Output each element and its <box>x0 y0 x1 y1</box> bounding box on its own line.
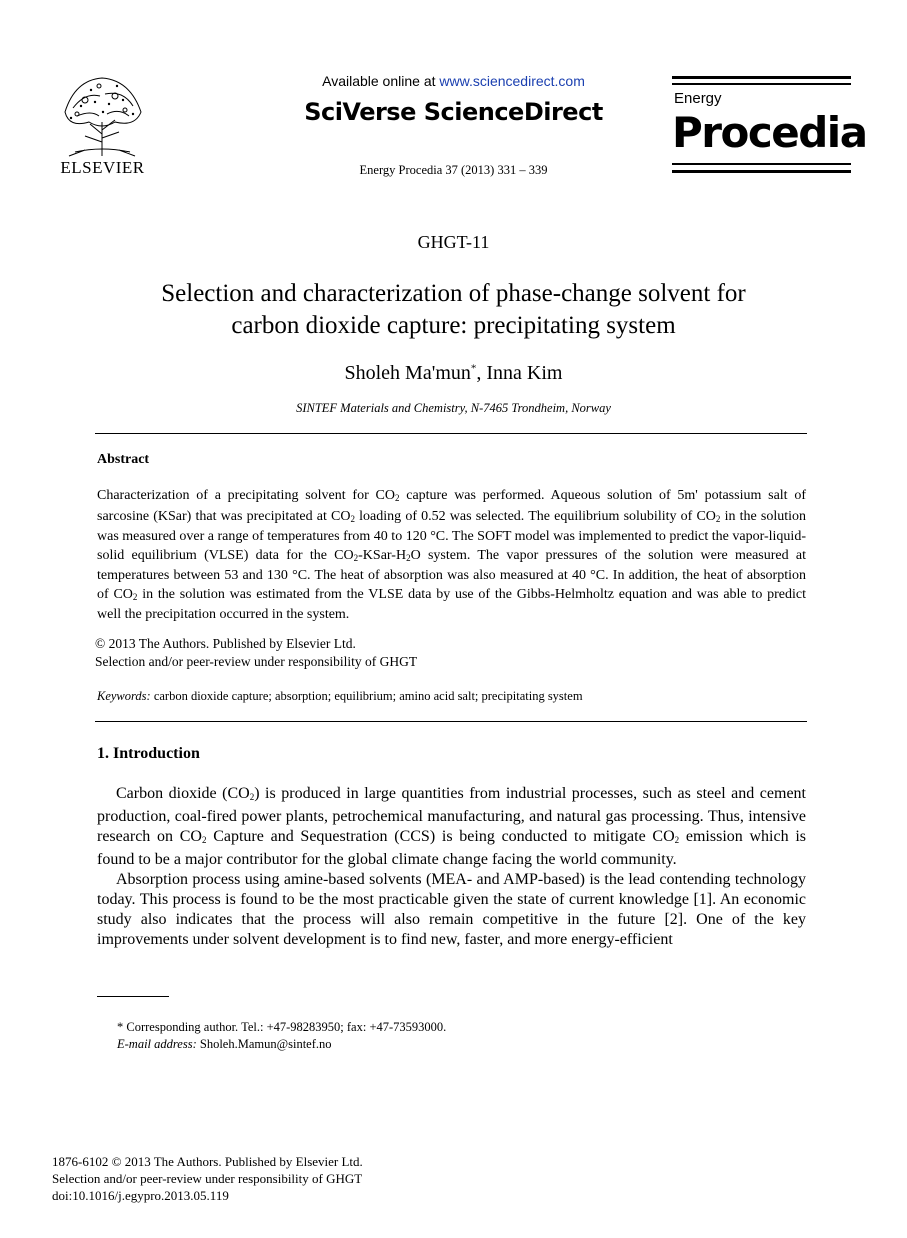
subscript-2: 2 <box>394 493 400 503</box>
abstract-segment: in the solution was measured over a range of temperatures from 40 to 120 °C. The SOFT model was implemented to predict the vapor-liquid-solid equilibrium (VLSE) data for the CO <box>97 508 806 563</box>
subscript-2: 2 <box>201 835 207 845</box>
corresponding-author-note: * Corresponding author. Tel.: +47-98283950; fax: +47-73593000. <box>117 1020 447 1034</box>
abstract-top-rule <box>95 433 807 434</box>
footnote-rule <box>97 996 169 997</box>
text-segment: Capture and Sequestration (CCS) is being conducted to mitigate CO <box>206 828 675 845</box>
author-2: , Inna Kim <box>476 362 563 384</box>
abstract-segment: -KSar-H <box>358 547 407 563</box>
subscript-2: 2 <box>353 552 359 563</box>
abstract-segment: Characterization of a precipitating solvent for CO <box>97 488 395 503</box>
introduction-heading: 1. Introduction <box>97 745 200 762</box>
peer-review-line: Selection and/or peer-review under responsibility of GHGT <box>95 654 418 669</box>
logo-top-rule-thin <box>672 83 851 85</box>
bottom-peer-review-line: Selection and/or peer-review under responsibility of GHGT <box>52 1171 363 1186</box>
sciverse-sciencedirect-brand: SciVerse ScienceDirect <box>304 98 603 126</box>
abstract-segment: O system. The vapor pressures of the solution were measured at temperatures between 53 and 130 °C. The heat of absorption was also measured at 40 °C. In addition, the heat of absorption of CO <box>97 547 806 602</box>
available-online-label: Available online at <box>322 73 440 89</box>
subscript-2: 2 <box>350 513 356 524</box>
elsevier-wordmark: ELSEVIER <box>60 158 145 177</box>
paper-title-line-2: carbon dioxide capture: precipitating system <box>231 312 676 339</box>
subscript-2: 2 <box>715 513 721 524</box>
text-segment: ) is produced in large quantities from industrial processes, such as steel and cement production, coal-fired power plants, petrochemical manufacturing, and natural gas processing. Thus, intensive research on CO <box>97 785 807 845</box>
abstract-segment: loading of 0.52 was selected. The equilibrium solubility of CO <box>355 508 716 524</box>
logo-energy-text: Energy <box>674 90 722 107</box>
email-label: E-mail address: <box>117 1037 197 1051</box>
energy-procedia-logo <box>672 72 867 182</box>
logo-procedia-text: Procedia <box>672 108 867 157</box>
keywords-line <box>97 689 583 704</box>
journal-citation: Energy Procedia 37 (2013) 331 – 339 <box>359 163 548 177</box>
subscript-2: 2 <box>249 792 255 802</box>
keywords-text: carbon dioxide capture; absorption; equilibrium; amino acid salt; precipitating system <box>150 689 583 703</box>
email-line <box>117 1036 446 1053</box>
subscript-2: 2 <box>674 835 680 845</box>
sciencedirect-link[interactable]: www.sciencedirect.com <box>439 73 585 89</box>
text-segment: Carbon dioxide (CO <box>116 785 250 802</box>
abstract-text <box>97 487 806 625</box>
logo-bottom-rule-thin <box>672 163 851 165</box>
conference-name: GHGT-11 <box>417 232 490 252</box>
paper-title-line-1: Selection and characterization of phase-change solvent for <box>161 280 746 307</box>
copyright-block <box>95 635 417 671</box>
introduction-paragraph-2: Absorption process using amine-based solvents (MEA- and AMP-based) is the lead contending technology today. This process is found to be the most practicable given the state of current knowledge [1]. An economic study also indicates that the process will also remain competitive in the future [2]. One of the key improvements under solvent development is to find new, faster, and more energy-efficient <box>97 871 806 948</box>
abstract-bottom-rule <box>95 721 807 722</box>
corresponding-author-mark: * <box>470 362 477 375</box>
logo-top-rule <box>672 76 851 79</box>
copyright-line: © 2013 The Authors. Published by Elsevier Ltd. <box>95 636 356 651</box>
author-1: Sholeh Ma'mun <box>344 362 471 384</box>
abstract-heading: Abstract <box>97 452 150 467</box>
doi-line: doi:10.1016/j.egypro.2013.05.119 <box>52 1188 229 1203</box>
subscript-2: 2 <box>406 552 411 563</box>
affiliation: SINTEF Materials and Chemistry, N-7465 Trondheim, Norway <box>296 401 611 415</box>
author-list <box>0 362 907 385</box>
paper-title <box>80 278 827 342</box>
footnote <box>117 1019 446 1053</box>
logo-bottom-rule <box>672 170 851 173</box>
bottom-publication-info <box>52 1153 363 1204</box>
introduction-paragraph-1 <box>97 784 806 870</box>
keywords-label: Keywords: <box>97 689 151 703</box>
abstract-segment: capture was performed. Aqueous solution of 5m' potassium salt of sarcosine (KSar) that was precipitated at CO <box>97 488 806 524</box>
issn-copyright-line: 1876-6102 © 2013 The Authors. Published by Elsevier Ltd. <box>52 1154 363 1169</box>
introduction-body <box>97 784 806 950</box>
email-address: Sholeh.Mamun@sintef.no <box>196 1037 332 1051</box>
text-segment: emission which is found to be a major contributor for the global climate change facing the world community. <box>97 828 807 868</box>
subscript-2: 2 <box>132 591 138 602</box>
abstract-segment: in the solution was estimated from the VLSE data by use of the Gibbs-Helmholtz equation and was able to predict well the precipitation occurred in the system. <box>97 586 806 622</box>
